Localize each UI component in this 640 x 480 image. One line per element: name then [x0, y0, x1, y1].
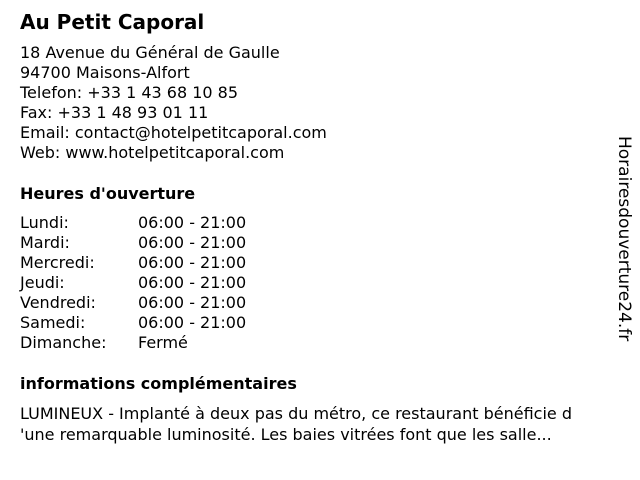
hours-row-saturday	[20, 313, 320, 333]
business-name: Au Petit Caporal	[20, 10, 205, 34]
website: Web: www.hotelpetitcaporal.com	[20, 143, 285, 162]
hours-row-wednesday	[20, 253, 320, 273]
description-line-2: 'une remarquable luminosité. Les baies vitrées font que les salle...	[20, 425, 552, 444]
day-label: Vendredi:	[20, 293, 96, 312]
day-label: Dimanche:	[20, 333, 107, 352]
hours-row-monday	[20, 213, 320, 233]
address-line-1: 18 Avenue du Général de Gaulle	[20, 43, 280, 62]
opening-hours-heading: Heures d'ouverture	[20, 184, 196, 203]
hours-row-friday	[20, 293, 320, 313]
watermark-text: Horairesdouverture24.fr	[614, 136, 634, 342]
description-text	[20, 403, 630, 445]
day-label: Lundi:	[20, 213, 69, 232]
opening-hours-table	[20, 213, 320, 353]
hours-value: Fermé	[138, 333, 188, 352]
hours-value: 06:00 - 21:00	[138, 273, 247, 292]
watermark	[609, 136, 639, 346]
email-address: Email: contact@hotelpetitcaporal.com	[20, 123, 327, 142]
day-label: Mercredi:	[20, 253, 95, 272]
hours-row-tuesday	[20, 233, 320, 253]
hours-value: 06:00 - 21:00	[138, 233, 247, 252]
description-line-1: LUMINEUX - Implanté à deux pas du métro, ce restaurant bénéficie d	[20, 404, 572, 423]
hours-value: 06:00 - 21:00	[138, 293, 247, 312]
day-label: Samedi:	[20, 313, 86, 332]
hours-row-thursday	[20, 273, 320, 293]
hours-value: 06:00 - 21:00	[138, 313, 247, 332]
day-label: Mardi:	[20, 233, 70, 252]
day-label: Jeudi:	[20, 273, 65, 292]
hours-value: 06:00 - 21:00	[138, 213, 247, 232]
contact-block	[20, 43, 327, 163]
address-line-2: 94700 Maisons-Alfort	[20, 63, 190, 82]
hours-value: 06:00 - 21:00	[138, 253, 247, 272]
additional-info-heading: informations complémentaires	[20, 374, 297, 393]
hours-row-sunday	[20, 333, 320, 353]
fax-number: Fax: +33 1 48 93 01 11	[20, 103, 209, 122]
phone-number: Telefon: +33 1 43 68 10 85	[20, 83, 239, 102]
